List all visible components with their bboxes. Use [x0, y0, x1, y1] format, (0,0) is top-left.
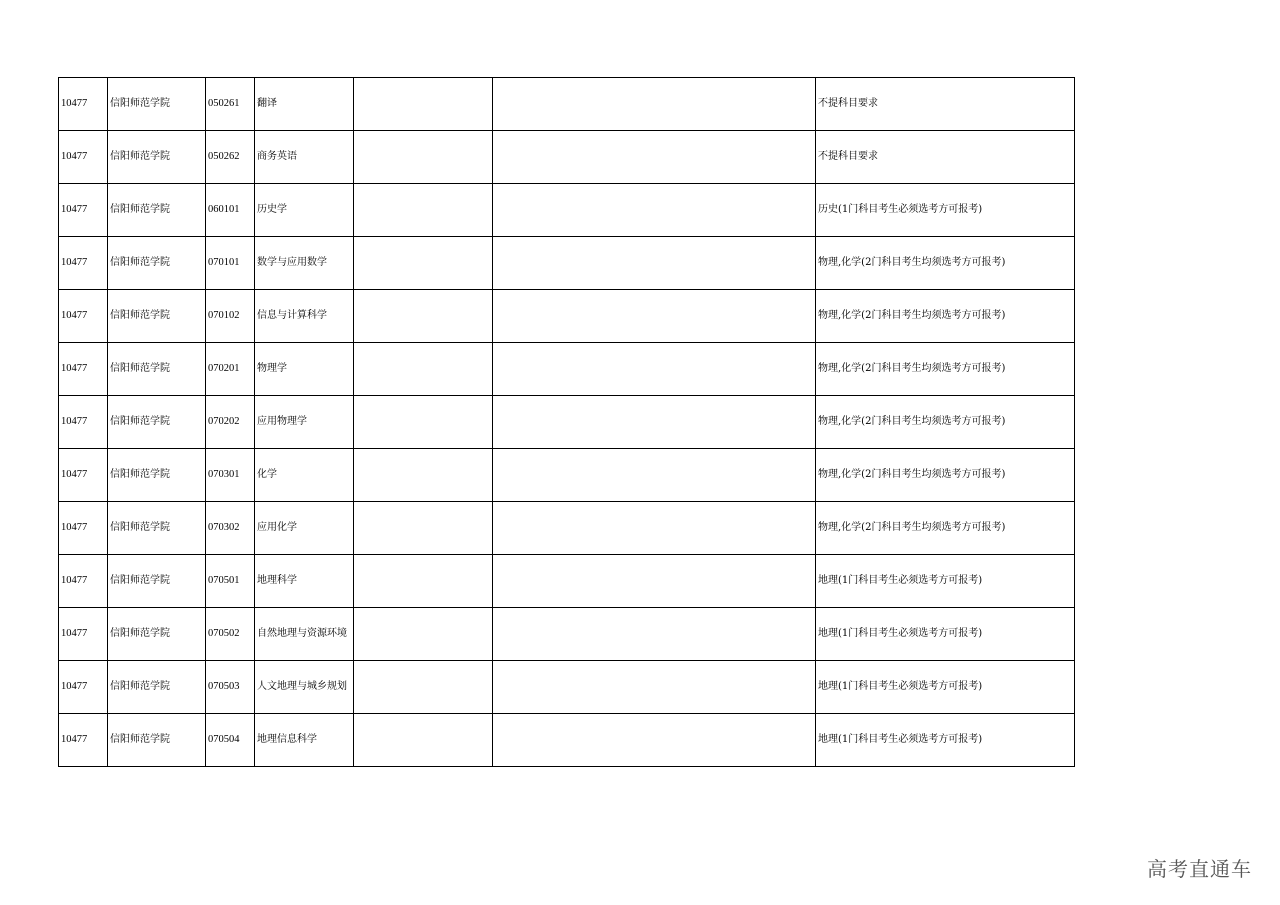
empty-cell — [354, 343, 493, 396]
major-name-cell: 应用物理学 — [255, 396, 354, 449]
school-name-cell: 信阳师范学院 — [108, 290, 206, 343]
major-name-cell: 翻译 — [255, 78, 354, 131]
empty-cell — [354, 608, 493, 661]
empty-cell — [493, 555, 816, 608]
table-row — [59, 290, 1075, 343]
subject-requirement-cell: 地理(1门科目考生必须选考方可报考) — [816, 661, 1075, 714]
major-code-cell: 050262 — [206, 131, 255, 184]
empty-cell — [354, 78, 493, 131]
table-row — [59, 714, 1075, 767]
school-name-cell: 信阳师范学院 — [108, 131, 206, 184]
table-row — [59, 396, 1075, 449]
subject-requirement-cell: 物理,化学(2门科目考生均须选考方可报考) — [816, 237, 1075, 290]
subject-requirement-cell: 物理,化学(2门科目考生均须选考方可报考) — [816, 449, 1075, 502]
major-name-cell: 商务英语 — [255, 131, 354, 184]
empty-cell — [493, 449, 816, 502]
major-name-cell: 地理信息科学 — [255, 714, 354, 767]
table-row — [59, 343, 1075, 396]
table-body — [59, 78, 1075, 767]
school-name-cell: 信阳师范学院 — [108, 555, 206, 608]
subject-requirement-cell: 物理,化学(2门科目考生均须选考方可报考) — [816, 396, 1075, 449]
major-code-cell: 070302 — [206, 502, 255, 555]
school-name-cell: 信阳师范学院 — [108, 184, 206, 237]
table-row — [59, 608, 1075, 661]
empty-cell — [493, 343, 816, 396]
empty-cell — [493, 502, 816, 555]
school-name-cell: 信阳师范学院 — [108, 661, 206, 714]
subject-requirement-cell: 不提科目要求 — [816, 78, 1075, 131]
school-name-cell: 信阳师范学院 — [108, 608, 206, 661]
subject-requirement-cell: 不提科目要求 — [816, 131, 1075, 184]
school-code-cell: 10477 — [59, 502, 108, 555]
subject-requirement-cell: 物理,化学(2门科目考生均须选考方可报考) — [816, 343, 1075, 396]
school-code-cell: 10477 — [59, 237, 108, 290]
school-code-cell: 10477 — [59, 131, 108, 184]
table-row — [59, 78, 1075, 131]
empty-cell — [354, 396, 493, 449]
major-name-cell: 地理科学 — [255, 555, 354, 608]
major-code-cell: 070503 — [206, 661, 255, 714]
subject-requirement-cell: 历史(1门科目考生必须选考方可报考) — [816, 184, 1075, 237]
major-name-cell: 自然地理与资源环境 — [255, 608, 354, 661]
major-code-cell: 070504 — [206, 714, 255, 767]
school-code-cell: 10477 — [59, 343, 108, 396]
major-code-cell: 070202 — [206, 396, 255, 449]
subject-requirement-cell: 地理(1门科目考生必须选考方可报考) — [816, 608, 1075, 661]
watermark-logo: 高考直通车 — [1147, 857, 1252, 881]
school-code-cell: 10477 — [59, 555, 108, 608]
empty-cell — [493, 608, 816, 661]
subject-requirement-cell: 地理(1门科目考生必须选考方可报考) — [816, 714, 1075, 767]
empty-cell — [493, 396, 816, 449]
table-row — [59, 131, 1075, 184]
school-code-cell: 10477 — [59, 449, 108, 502]
table-row — [59, 661, 1075, 714]
empty-cell — [354, 449, 493, 502]
empty-cell — [493, 131, 816, 184]
empty-cell — [354, 290, 493, 343]
table-row — [59, 184, 1075, 237]
major-code-cell: 070502 — [206, 608, 255, 661]
table-row — [59, 449, 1075, 502]
major-name-cell: 信息与计算科学 — [255, 290, 354, 343]
empty-cell — [354, 661, 493, 714]
empty-cell — [493, 78, 816, 131]
table-row — [59, 555, 1075, 608]
major-name-cell: 化学 — [255, 449, 354, 502]
empty-cell — [354, 502, 493, 555]
major-code-cell: 070501 — [206, 555, 255, 608]
major-name-cell: 物理学 — [255, 343, 354, 396]
school-code-cell: 10477 — [59, 714, 108, 767]
school-code-cell: 10477 — [59, 184, 108, 237]
school-name-cell: 信阳师范学院 — [108, 343, 206, 396]
school-name-cell: 信阳师范学院 — [108, 237, 206, 290]
major-name-cell: 人文地理与城乡规划 — [255, 661, 354, 714]
table-row — [59, 502, 1075, 555]
subject-requirement-cell: 物理,化学(2门科目考生均须选考方可报考) — [816, 502, 1075, 555]
major-name-cell: 数学与应用数学 — [255, 237, 354, 290]
major-code-cell: 070101 — [206, 237, 255, 290]
empty-cell — [354, 714, 493, 767]
empty-cell — [354, 237, 493, 290]
school-name-cell: 信阳师范学院 — [108, 449, 206, 502]
subject-requirement-cell: 地理(1门科目考生必须选考方可报考) — [816, 555, 1075, 608]
school-code-cell: 10477 — [59, 396, 108, 449]
major-name-cell: 历史学 — [255, 184, 354, 237]
empty-cell — [493, 237, 816, 290]
school-code-cell: 10477 — [59, 290, 108, 343]
empty-cell — [354, 555, 493, 608]
major-code-cell: 070102 — [206, 290, 255, 343]
subject-requirements-table — [58, 77, 1075, 767]
empty-cell — [354, 184, 493, 237]
empty-cell — [493, 661, 816, 714]
subject-requirement-cell: 物理,化学(2门科目考生均须选考方可报考) — [816, 290, 1075, 343]
empty-cell — [354, 131, 493, 184]
major-code-cell: 050261 — [206, 78, 255, 131]
table-row — [59, 237, 1075, 290]
empty-cell — [493, 290, 816, 343]
school-name-cell: 信阳师范学院 — [108, 396, 206, 449]
major-code-cell: 060101 — [206, 184, 255, 237]
major-name-cell: 应用化学 — [255, 502, 354, 555]
school-name-cell: 信阳师范学院 — [108, 502, 206, 555]
major-code-cell: 070201 — [206, 343, 255, 396]
school-code-cell: 10477 — [59, 608, 108, 661]
school-name-cell: 信阳师范学院 — [108, 714, 206, 767]
school-code-cell: 10477 — [59, 661, 108, 714]
school-name-cell: 信阳师范学院 — [108, 78, 206, 131]
major-code-cell: 070301 — [206, 449, 255, 502]
empty-cell — [493, 714, 816, 767]
empty-cell — [493, 184, 816, 237]
school-code-cell: 10477 — [59, 78, 108, 131]
